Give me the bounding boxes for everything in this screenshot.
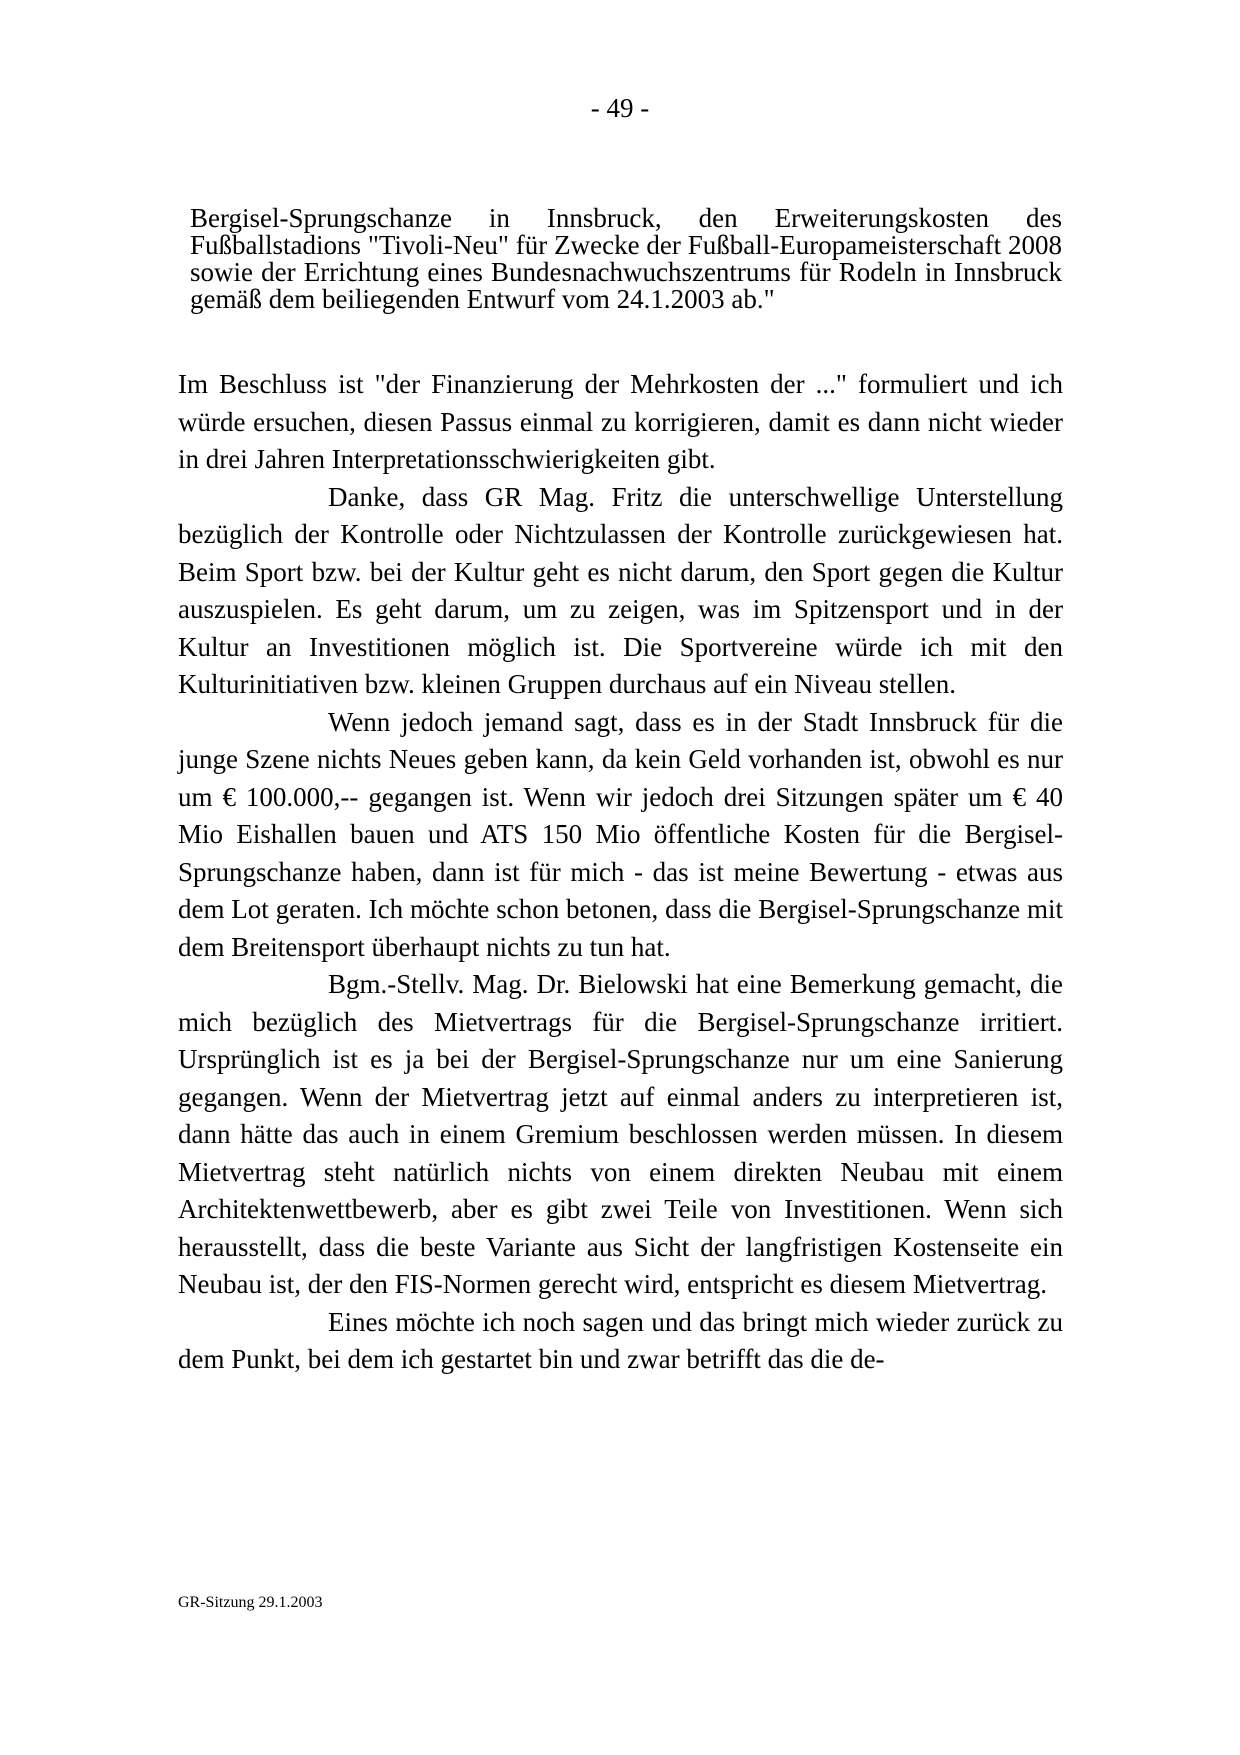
body-text <box>178 366 1063 1379</box>
footer: GR-Sitzung 29.1.2003 <box>178 1594 323 1611</box>
paragraph: Bgm.-Stellv. Mag. Dr. Bielowski hat eine Bemerkung gemacht, die mich bezüglich des Mietvertrags für die Bergisel-Sprungschanze irritiert. Ursprünglich ist es ja bei der Bergisel-Sprungschanze nur um eine Sanierung gegangen. Wenn der Mietvertrag jetzt auf einmal anders zu interpretieren ist, dann hätte das auch in einem Gremium beschlossen werden müssen. In diesem Mietvertrag steht natürlich nichts von einem direkten Neubau mit einem Architektenwettbewerb, aber es gibt zwei Teile von Investitionen. Wenn sich herausstellt, dass die beste Variante aus Sicht der langfristigen Kostenseite ein Neubau ist, der den FIS-Normen gerecht wird, entspricht es diesem Mietvertrag. <box>178 969 1063 1299</box>
paragraph: Im Beschluss ist "der Finanzierung der Mehrkosten der ..." formuliert und ich würde ersuchen, diesen Passus einmal zu korrigieren, damit es dann nicht wieder in drei Jahren Interpretationsschwierigkeiten gibt. <box>178 369 1063 474</box>
paragraph: Eines möchte ich noch sagen und das bringt mich wieder zurück zu dem Punkt, bei dem ich gestartet bin und zwar betrifft das die de- <box>178 1306 1063 1374</box>
page-number: - 49 - <box>590 93 650 123</box>
paragraph: Wenn jedoch jemand sagt, dass es in der Stadt Innsbruck für die junge Szene nichts Neues geben kann, da kein Geld vorhanden ist, obwohl es nur um € 100.000,-- gegangen ist. Wenn wir jedoch drei Sitzungen später um € 40 Mio Eishallen bauen und ATS 150 Mio öffentliche Kosten für die Bergisel-Sprungschanze haben, dann ist für mich - das ist meine Bewertung - etwas aus dem Lot geraten. Ich möchte schon betonen, dass die Bergisel-Sprungschanze mit dem Breitensport überhaupt nichts zu tun hat. <box>178 706 1063 962</box>
paragraph: Danke, dass GR Mag. Fritz die unterschwellige Unterstellung bezüglich der Kontrolle oder Nichtzulassen der Kontrolle zurückgewiesen hat. Beim Sport bzw. bei der Kultur geht es nicht darum, den Sport gegen die Kultur auszuspielen. Es geht darum, um zu zeigen, was im Spitzensport und in der Kultur an Investitionen möglich ist. Die Sportvereine würde ich mit den Kulturinitiativen bzw. kleinen Gruppen durchaus auf ein Niveau stellen. <box>178 481 1063 699</box>
quoted-resolution: Bergisel-Sprungschanze in Innsbruck, den Erweiterungskosten des Fußballstadions "Tivoli-Neu" für Zwecke der Fußball-Europameisterschaft 2008 sowie der Errichtung eines Bundesnachwuchszentrums für Rodeln in Innsbruck gemäß dem beiliegenden Entwurf vom 24.1.2003 ab." <box>190 203 1062 314</box>
